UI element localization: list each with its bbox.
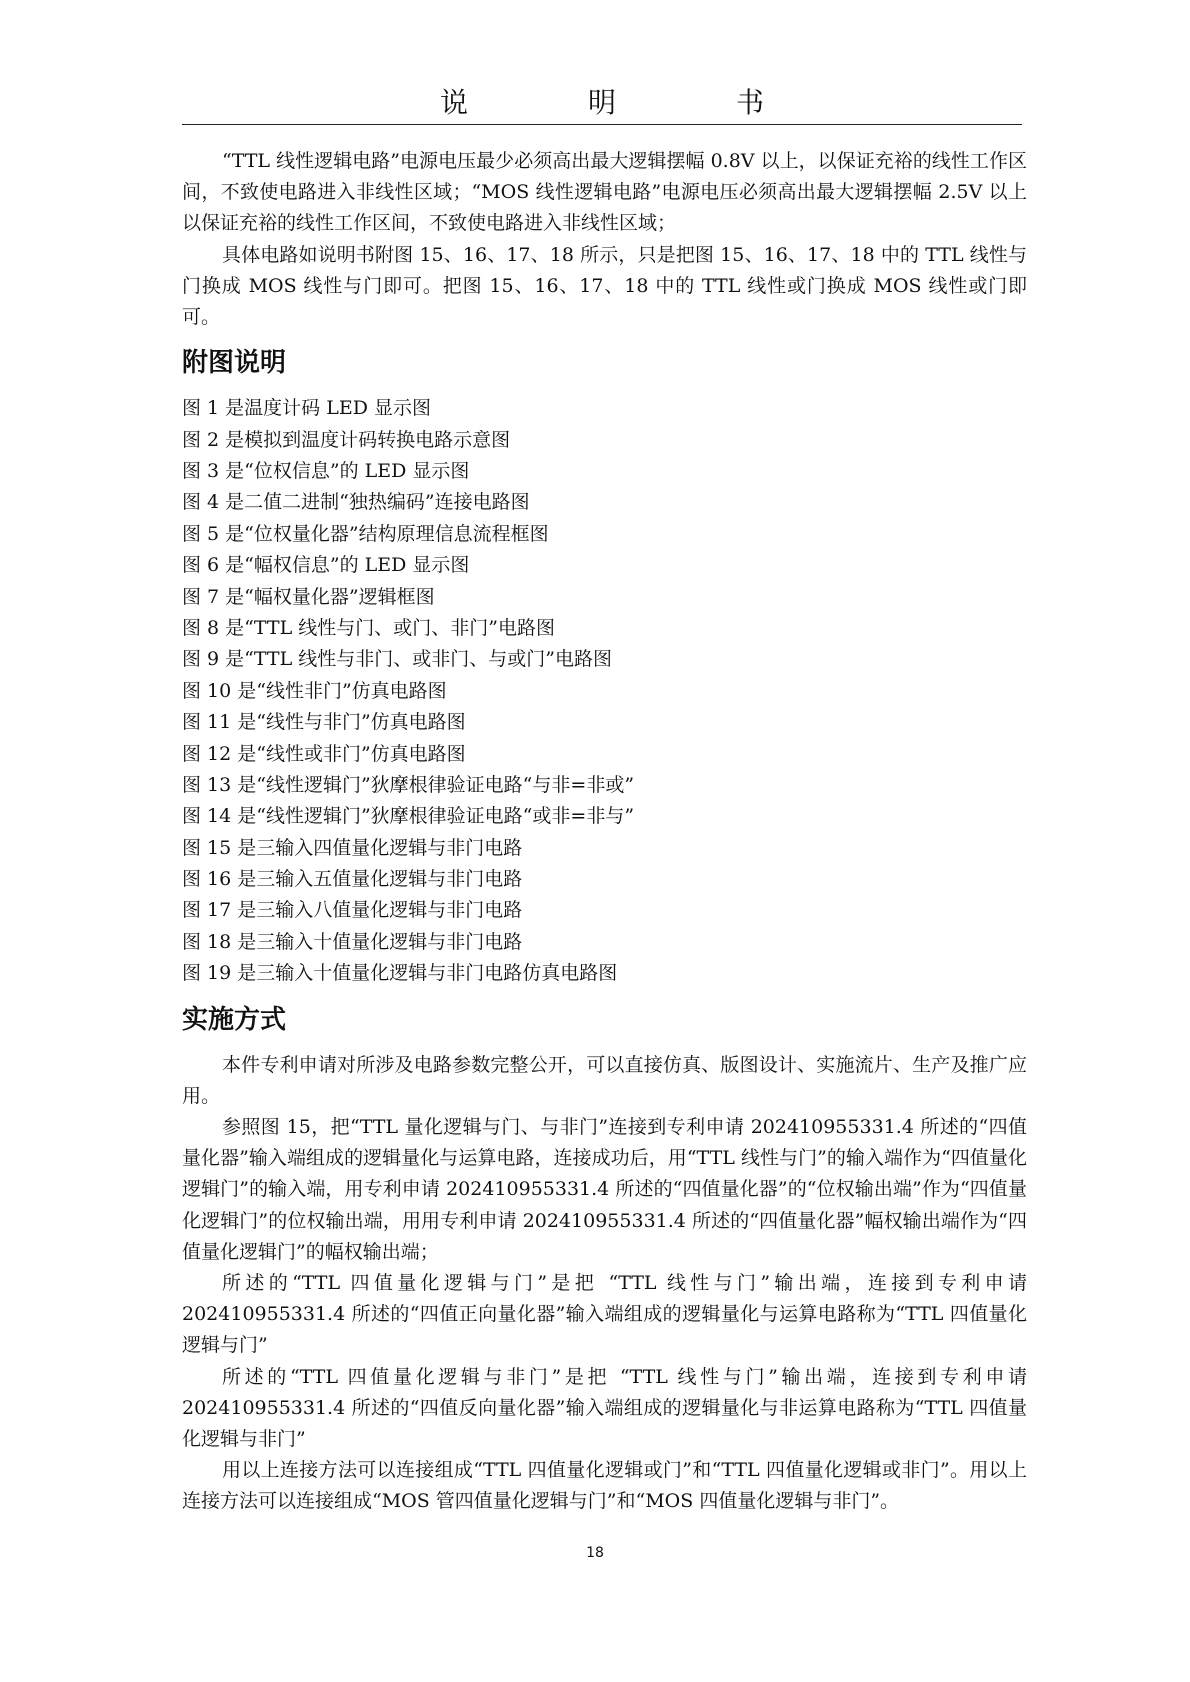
intro-paragraph-2: 具体电路如说明书附图 15、16、17、18 所示，只是把图 15、16、17、18 中的 TTL 线性与门换成 MOS 线性与门即可。把图 15、16、17、18 中的 TTL 线性或门换成 MOS 线性或门即可。 <box>182 243 1027 329</box>
figure-item: 图 14 是“线性逻辑门”狄摩根律验证电路“或非=非与” <box>182 805 635 828</box>
figure-item: 图 7 是“幅权量化器”逻辑框图 <box>182 585 435 608</box>
figure-item: 图 4 是二值二进制“独热编码”连接电路图 <box>182 491 530 514</box>
figure-item: 图 5 是“位权量化器”结构原理信息流程框图 <box>182 522 549 545</box>
implementation-paragraph-2: 参照图 15，把“TTL 量化逻辑与门、与非门”连接到专利申请 202410955331.4 所述的“四值量化器”输入端组成的逻辑量化与运算电路，连接成功后，用“TTL 线性与门”的输入端作为“四值量化逻辑门”的输入端，用专利申请 202410955331.4 所述的“四值量化器”的“位权输出端”作为“四值量化逻辑门”的位权输出端，用用专利申请 202410955331.4 所述的“四值量化器”幅权输出端作为“四值量化逻辑门”的幅权输出端； <box>182 1116 1027 1263</box>
figure-item: 图 13 是“线性逻辑门”狄摩根律验证电路“与非=非或” <box>182 773 635 796</box>
figure-item: 图 9 是“TTL 线性与非门、或非门、与或门”电路图 <box>182 648 612 671</box>
figure-item: 图 17 是三输入八值量化逻辑与非门电路 <box>182 899 523 922</box>
implementation-paragraph-5: 用以上连接方法可以连接组成“TTL 四值量化逻辑或门”和“TTL 四值量化逻辑或非门”。用以上连接方法可以连接组成“MOS 管四值量化逻辑与门”和“MOS 四值量化逻辑与非门”。 <box>182 1459 1027 1513</box>
document-body <box>182 146 1027 1518</box>
figure-item: 图 16 是三输入五值量化逻辑与非门电路 <box>182 868 523 891</box>
figure-item: 图 1 是温度计码 LED 显示图 <box>182 397 431 420</box>
figure-item: 图 3 是“位权信息”的 LED 显示图 <box>182 460 470 482</box>
figure-list <box>182 393 1027 989</box>
figure-item: 图 10 是“线性非门”仿真电路图 <box>182 679 447 702</box>
figure-item: 图 19 是三输入十值量化逻辑与非门电路仿真电路图 <box>182 962 618 985</box>
intro-paragraph-1: “TTL 线性逻辑电路”电源电压最少必须高出最大逻辑摆幅 0.8V 以上，以保证充裕的线性工作区间，不致使电路进入非线性区域；“MOS 线性逻辑电路”电源电压必须高出最大逻辑摆幅 2.5V 以上以保证充裕的线性工作区间，不致使电路进入非线性区域； <box>182 150 1027 235</box>
figures-heading: 附图说明 <box>182 348 287 379</box>
figure-item: 图 15 是三输入四值量化逻辑与非门电路 <box>182 836 523 859</box>
page-number: 18 <box>586 1545 604 1561</box>
figure-item: 图 12 是“线性或非门”仿真电路图 <box>182 742 466 765</box>
figure-item: 图 8 是“TTL 线性与门、或门、非门”电路图 <box>182 616 555 639</box>
implementation-paragraph-3: 所述的“TTL 四值量化逻辑与门”是把 “TTL 线性与门”输出端，连接到专利申请 202410955331.4 所述的“四值正向量化器”输入端组成的逻辑量化与运算电路称为“TTL 四值量化逻辑与门” <box>182 1272 1027 1357</box>
page-header <box>182 82 1022 125</box>
implementation-paragraph-4: 所述的“TTL 四值量化逻辑与非门”是把 “TTL 线性与门”输出端，连接到专利申请 202410955331.4 所述的“四值反向量化器”输入端组成的逻辑量化与非运算电路称为“TTL 四值量化逻辑与非门” <box>182 1365 1027 1451</box>
figure-item: 图 11 是“线性与非门”仿真电路图 <box>182 711 466 734</box>
figure-item: 图 6 是“幅权信息”的 LED 显示图 <box>182 554 470 577</box>
implementation-paragraph-1: 本件专利申请对所涉及电路参数完整公开，可以直接仿真、版图设计、实施流片、生产及推广应用。 <box>182 1053 1027 1107</box>
figure-item: 图 2 是模拟到温度计码转换电路示意图 <box>182 428 511 451</box>
implementation-heading: 实施方式 <box>182 1004 287 1035</box>
figure-item: 图 18 是三输入十值量化逻辑与非门电路 <box>182 930 523 953</box>
page-title: 说 明 书 <box>439 86 810 119</box>
